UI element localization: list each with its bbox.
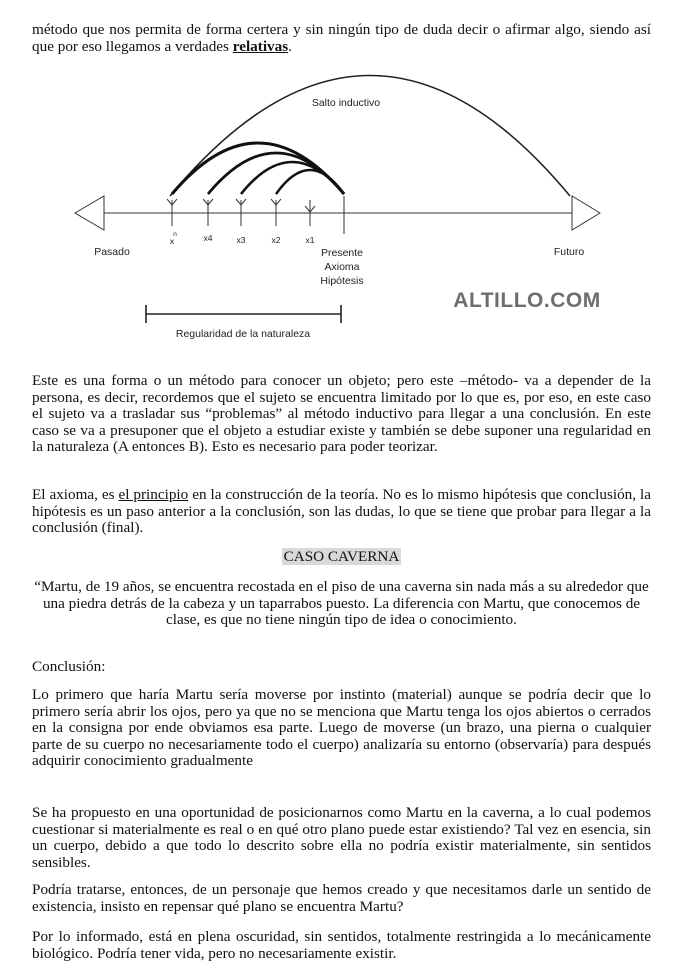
- futuro-arrow: [572, 196, 600, 230]
- pasado-label: Pasado: [94, 246, 130, 258]
- el-principio-underlined: el principio: [118, 486, 189, 503]
- paragraph-oscuridad: Por lo informado, está en plena oscuridad, sin sentidos, totalmente restringida a lo mecánicamente biológico. Podría tener vida, pero no necesariamente existir.: [32, 928, 651, 962]
- paragraph-personaje: Podría tratarse, entonces, de un personaje que hemos creado y que necesitamos darle un sentido de existencia, insisto en repensar qué plano se encuentra Martu?: [32, 881, 651, 915]
- salto-arc: [170, 76, 570, 197]
- watermark: ALTILLO.COM: [453, 289, 601, 312]
- quote-paragraph: “Martu, de 19 años, se encuentra recostada en el piso de una caverna sin nada más a su alrededor que una piedra detrás de la cabeza y un taparrabos puesto. La diferencia con Martu, que conocemos de clase, es que no tiene ningún tipo de idea o conocimiento.: [34, 578, 649, 629]
- arc-x2: [276, 170, 344, 194]
- x1-label: x1: [305, 235, 315, 245]
- futuro-label: Futuro: [553, 246, 585, 258]
- paragraph-posicionarnos: Se ha propuesto en una oportunidad de posicionarnos como Martu en la caverna, a lo cual podemos cuestionar si materialmente es real o en qué otro plano puede estar existiendo? Tal vez en esencia, sin un cuerpo, debido a que todo lo descrito sobre ella no podría existir materialmente, sin sentidos sensibles.: [32, 804, 651, 871]
- x4-label: x4: [203, 233, 213, 243]
- intro-text: método que nos permita de forma certera y sin ningún tipo de duda decir o afirmar algo, siendo así que por eso llegamos a verdades: [32, 21, 651, 55]
- regularidad-label: Regularidad de la naturaleza: [175, 328, 311, 340]
- conclusion-label: Conclusión:: [32, 658, 106, 675]
- paragraph-axioma: El axioma, es el principio en la construcción de la teoría. No es lo mismo hipótesis que conclusión, la hipótesis es un paso anterior a la conclusión, son las dudas, lo que se tiene que probar para llegar a la conclusión (final).: [32, 486, 651, 537]
- caso-heading-text: CASO CAVERNA: [283, 548, 400, 565]
- hipotesis-label: Hipótesis: [320, 275, 364, 287]
- intro-period: .: [288, 37, 292, 55]
- xn-superscript: n: [173, 231, 177, 238]
- intro-paragraph: [32, 22, 651, 55]
- x2-label: x2: [271, 235, 281, 245]
- intro-bold-word: relativas: [232, 37, 289, 55]
- x3-label: x3: [236, 235, 246, 245]
- caso-heading: [32, 549, 651, 566]
- salto-label: Salto inductivo: [311, 97, 381, 109]
- paragraph-martu-moverse: Lo primero que haría Martu sería moverse por instinto (material) aunque se podría decir que lo primero sería abrir los ojos, pero ya que no se menciona que Martu tenga los ojos abiertos o cerrados en la consigna por ende obviamos esa parte. Luego de moverse (un brazo, una pierna o cualquier parte de su cuerpo no necesariamente todo el cuerpo) analizaría su entorno (observaría) para después adquirir conocimiento gradualmente: [32, 686, 651, 770]
- pasado-arrow: [75, 196, 104, 230]
- presente-label: Presente: [320, 247, 364, 259]
- xn-label: x: [169, 236, 175, 246]
- regularidad-bracket: [146, 305, 341, 323]
- induction-diagram: [0, 60, 700, 360]
- axioma-label: Axioma: [324, 261, 360, 273]
- paragraph-metodo: Este es una forma o un método para conocer un objeto; pero este –método- va a depender de la persona, es decir, recordemos que el sujeto se encuentra limitado por lo que es, por eso, en este caso el sujeto va a trasladar sus “problemas” al método inductivo para llegar a una conclusión. En este caso se va a presuponer que el objeto a estudiar existe y también se debe suponer una regularidad en la naturaleza (A entonces B). Esto es necesario para poder teorizar.: [32, 372, 651, 456]
